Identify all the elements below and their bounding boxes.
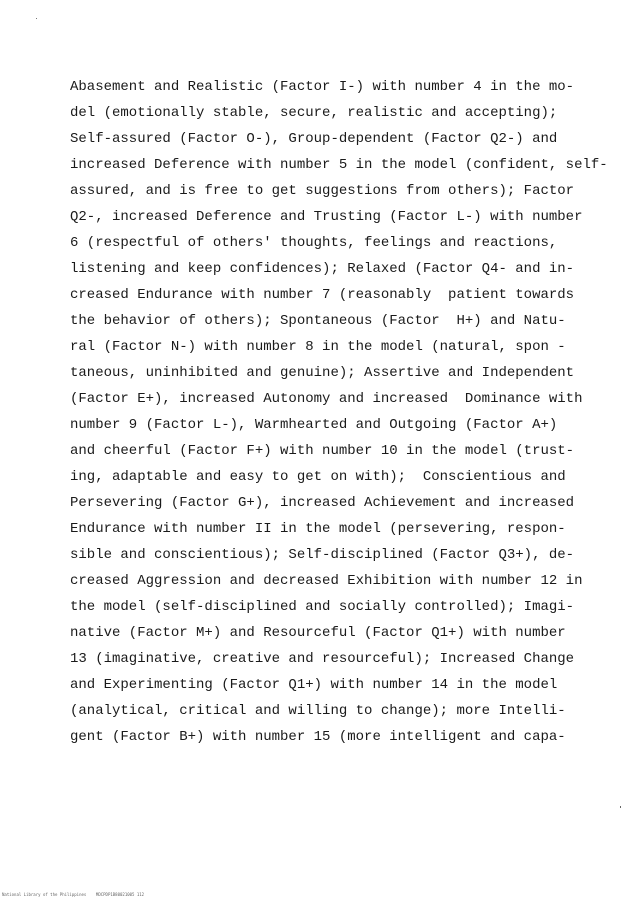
text-line: and Experimenting (Factor Q1+) with number 14 in the model — [70, 677, 558, 693]
text-line: creased Aggression and decreased Exhibition with number 12 in — [70, 573, 583, 589]
text-line: Q2-, increased Deference and Trusting (Factor L-) with number — [70, 209, 583, 225]
text-line: the model (self-disciplined and socially controlled); Imagi- — [70, 599, 575, 615]
text-line: Abasement and Realistic (Factor I-) with number 4 in the mo- — [70, 79, 575, 95]
text-line: increased Deference with number 5 in the model (confident, self- — [70, 157, 608, 173]
text-line: native (Factor M+) and Resourceful (Factor Q1+) with number — [70, 625, 566, 641]
text-line: ing, adaptable and easy to get on with); Conscientious and — [70, 469, 566, 485]
text-line: taneous, uninhibited and genuine); Assertive and Independent — [70, 365, 575, 381]
scan-speck — [36, 18, 37, 19]
text-line: (analytical, critical and willing to change); more Intelli- — [70, 703, 566, 719]
text-line: and cheerful (Factor F+) with number 10 in the model (trust- — [70, 443, 575, 459]
text-line: Self-assured (Factor O-), Group-dependent (Factor Q2-) and — [70, 131, 558, 147]
scan-speck — [620, 806, 621, 808]
scan-footer: National Library of the Philippines MDCPDP1B80021005 112 — [2, 892, 145, 897]
text-line: Persevering (Factor G+), increased Achievement and increased — [70, 495, 575, 511]
text-line: gent (Factor B+) with number 15 (more intelligent and capa- — [70, 729, 566, 745]
text-line: 13 (imaginative, creative and resourceful); Increased Change — [70, 651, 575, 667]
text-line: (Factor E+), increased Autonomy and increased Dominance with — [70, 391, 583, 407]
text-line: the behavior of others); Spontaneous (Factor H+) and Natu- — [70, 313, 566, 329]
text-line: assured, and is free to get suggestions from others); Factor — [70, 183, 575, 199]
text-line: ral (Factor N-) with number 8 in the model (natural, spon - — [70, 339, 566, 355]
text-line: number 9 (Factor L-), Warmhearted and Outgoing (Factor A+) — [70, 417, 558, 433]
text-line: Endurance with number II in the model (persevering, respon- — [70, 521, 566, 537]
text-line: del (emotionally stable, secure, realistic and accepting); — [70, 105, 558, 121]
text-line: listening and keep confidences); Relaxed (Factor Q4- and in- — [70, 261, 575, 277]
text-line: 6 (respectful of others' thoughts, feelings and reactions, — [70, 235, 558, 251]
text-line: creased Endurance with number 7 (reasonably patient towards — [70, 287, 575, 303]
text-line: sible and conscientious); Self-disciplined (Factor Q3+), de- — [70, 547, 575, 563]
